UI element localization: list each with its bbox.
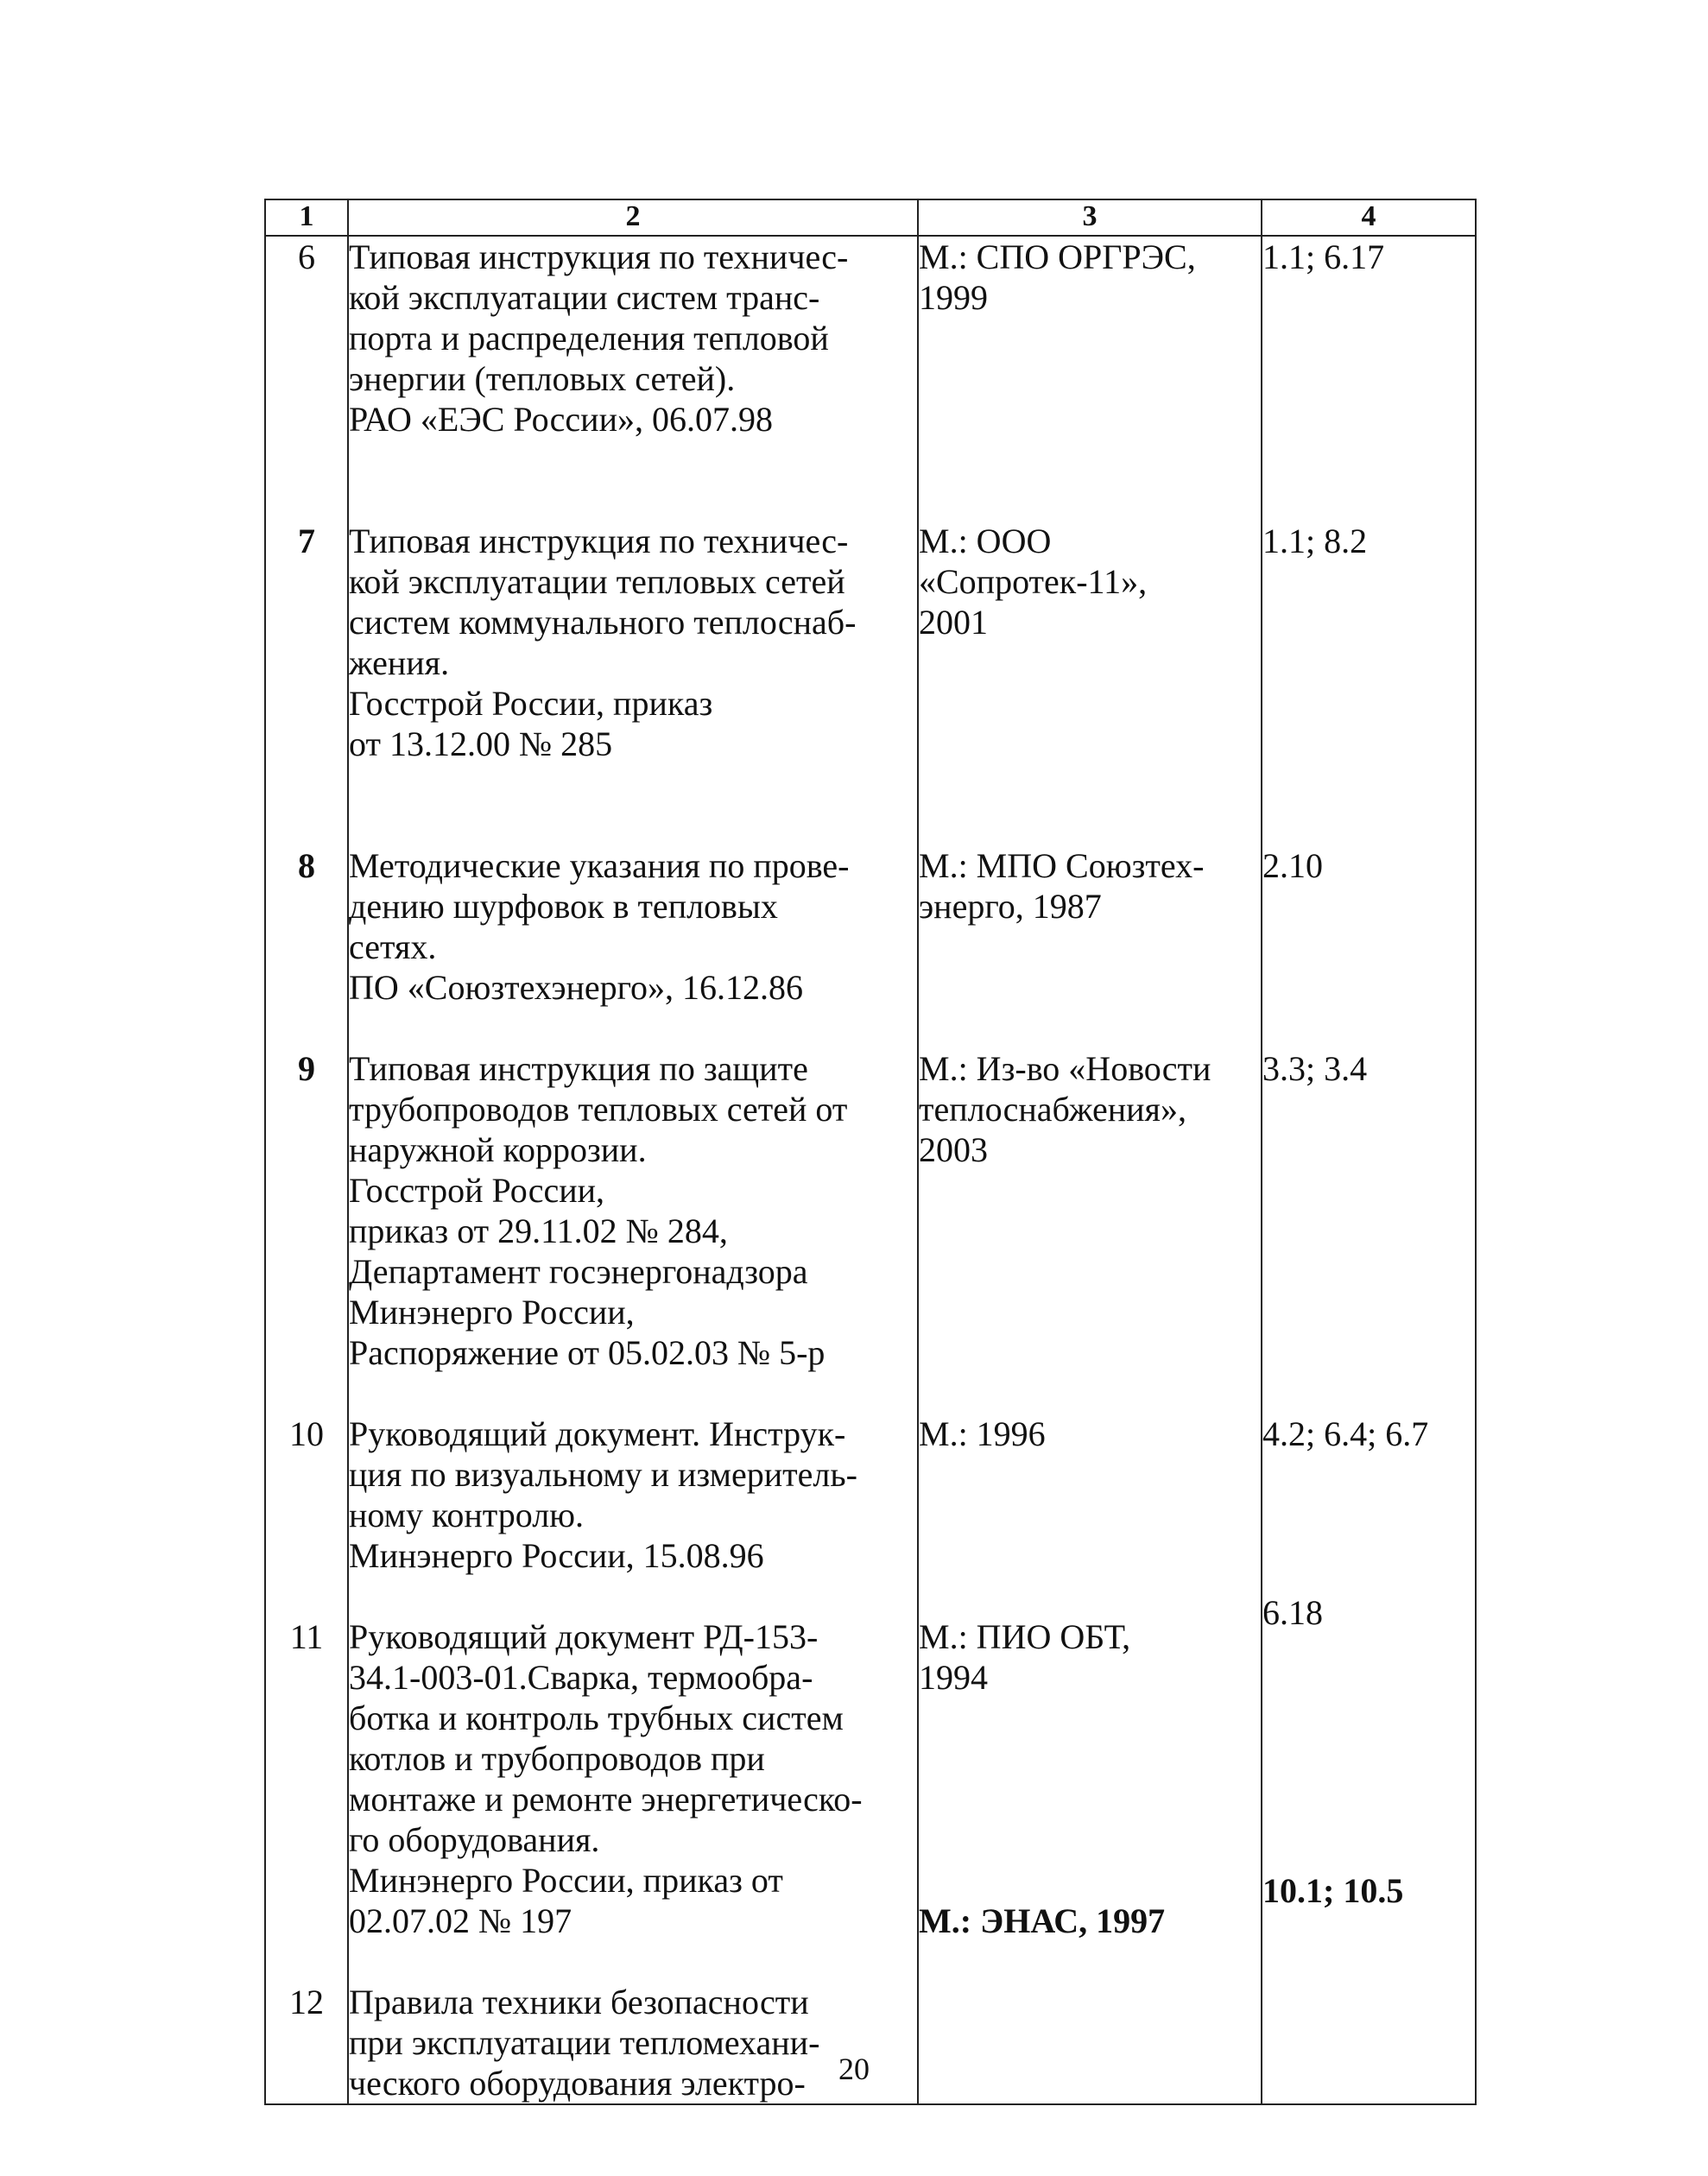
page-number: 20 [838, 2052, 870, 2086]
header-row [265, 199, 1476, 236]
title-line: РАО «ЕЭС России», 06.07.98 [349, 400, 773, 439]
title-line: Методические указания по прове- [349, 846, 850, 885]
section-refs [1262, 521, 1476, 845]
publication-line: 2001 [919, 603, 988, 642]
refs-line-extra: 10.1; 10.5 [1262, 1871, 1404, 1910]
section-refs [1262, 1593, 1476, 1982]
publication-line-extra: М.: ЭНАС, 1997 [919, 1901, 1166, 1940]
publication-info [918, 1048, 1262, 1414]
title-line: ция по визуальному и измеритель- [349, 1455, 857, 1494]
title-line: котлов и трубопроводов при [349, 1739, 765, 1778]
header-col-3: 3 [918, 199, 1262, 236]
document-title [348, 521, 918, 845]
publication-line: М.: Из-во «Новости [919, 1049, 1211, 1088]
section-refs [1262, 1048, 1476, 1414]
title-line: кой эксплуатации тепловых сетей [349, 562, 845, 601]
refs-line-top: 6.18 [1262, 1593, 1323, 1632]
table-row [265, 521, 1476, 845]
title-line: приказ от 29.11.02 № 284, [349, 1211, 728, 1250]
title-line: Минэнерго России, 15.08.96 [349, 1536, 764, 1575]
section-refs [1262, 845, 1476, 1048]
reference-table [264, 199, 1477, 2105]
title-line: кой эксплуатации систем транс- [349, 278, 820, 317]
title-line: ческого оборудования электро- [349, 2064, 806, 2103]
title-line: порта и распределения тепловой [349, 319, 829, 357]
document-title [348, 1048, 918, 1414]
title-line: Типовая инструкция по техничес- [349, 237, 849, 276]
row-number: 7 [265, 521, 348, 845]
publication-line: М.: ПИО ОБТ, [919, 1617, 1131, 1656]
section-refs [1262, 236, 1476, 521]
refs-line: 2.10 [1262, 846, 1323, 885]
document-title [348, 236, 918, 521]
publication-line: энерго, 1987 [919, 887, 1102, 926]
publication-info [918, 1616, 1262, 1982]
publication-line: М.: 1996 [919, 1414, 1046, 1453]
title-line: жения. [349, 643, 450, 682]
title-line: энергии (тепловых сетей). [349, 359, 736, 398]
title-line: ному контролю. [349, 1496, 585, 1534]
title-line: Типовая инструкция по защите [349, 1049, 808, 1088]
title-line: Правила техники безопасности [349, 1983, 809, 2021]
refs-line: 1.1; 6.17 [1262, 237, 1385, 276]
publication-line: М.: МПО Союзтех- [919, 846, 1205, 885]
title-line: Руководящий документ РД-153- [349, 1617, 819, 1656]
title-line: Типовая инструкция по техничес- [349, 522, 849, 560]
publication-info [918, 236, 1262, 521]
row-number: 10 [265, 1414, 348, 1616]
title-line: Минэнерго России, приказ от [349, 1861, 783, 1900]
table-row [265, 1616, 1476, 1982]
table-row [265, 1048, 1476, 1414]
header-col-4: 4 [1262, 199, 1476, 236]
header-col-2: 2 [348, 199, 918, 236]
row-number: 11 [265, 1616, 348, 1982]
title-line: систем коммунального теплоснаб- [349, 603, 857, 642]
title-line: наружной коррозии. [349, 1130, 647, 1169]
publication-info [918, 521, 1262, 845]
title-line: ботка и контроль трубных систем [349, 1698, 844, 1737]
refs-line: 3.3; 3.4 [1262, 1049, 1368, 1088]
publication-line: М.: ООО [919, 522, 1052, 560]
publication-line: М.: СПО ОРГРЭС, [919, 237, 1196, 276]
title-line: монтаже и ремонте энергетическо- [349, 1780, 863, 1819]
row-number: 9 [265, 1048, 348, 1414]
section-refs [1262, 1414, 1476, 1616]
table-row [265, 236, 1476, 521]
publication-info [918, 1414, 1262, 1616]
title-line: Распоряжение от 05.02.03 № 5-р [349, 1333, 826, 1372]
publication-info [918, 845, 1262, 1048]
document-title [348, 845, 918, 1048]
refs-line: 4.2; 6.4; 6.7 [1262, 1414, 1429, 1453]
row-number: 12 [265, 1982, 348, 2104]
row-number: 6 [265, 236, 348, 521]
publication-line: «Сопротек-11», [919, 562, 1148, 601]
title-line: при эксплуатации тепломехани- [349, 2023, 820, 2062]
title-line: 34.1-003-01.Сварка, термообра- [349, 1658, 813, 1697]
title-line: дению шурфовок в тепловых [349, 887, 778, 926]
title-line: трубопроводов тепловых сетей от [349, 1090, 848, 1129]
title-line: 02.07.02 № 197 [349, 1901, 572, 1940]
document-title [348, 1414, 918, 1616]
title-line: от 13.12.00 № 285 [349, 724, 613, 763]
publication-line: 2003 [919, 1130, 988, 1169]
title-line: Департамент госэнергонадзора [349, 1252, 808, 1291]
title-line: го оборудования. [349, 1820, 600, 1859]
title-line: Руководящий документ. Инструк- [349, 1414, 846, 1453]
table-row [265, 1414, 1476, 1616]
title-line: Госстрой России, [349, 1171, 605, 1210]
publication-line: теплоснабжения», [919, 1090, 1186, 1129]
header-col-1: 1 [265, 199, 348, 236]
title-line: ПО «Союзтехэнерго», 16.12.86 [349, 968, 804, 1007]
document-title [348, 1616, 918, 1982]
publication-line: 1994 [919, 1658, 988, 1697]
title-line: сетях. [349, 927, 437, 966]
publication-line: 1999 [919, 278, 988, 317]
title-line: Госстрой России, приказ [349, 684, 713, 723]
row-number: 8 [265, 845, 348, 1048]
table-row [265, 845, 1476, 1048]
refs-line: 1.1; 8.2 [1262, 522, 1368, 560]
title-line: Минэнерго России, [349, 1293, 635, 1332]
